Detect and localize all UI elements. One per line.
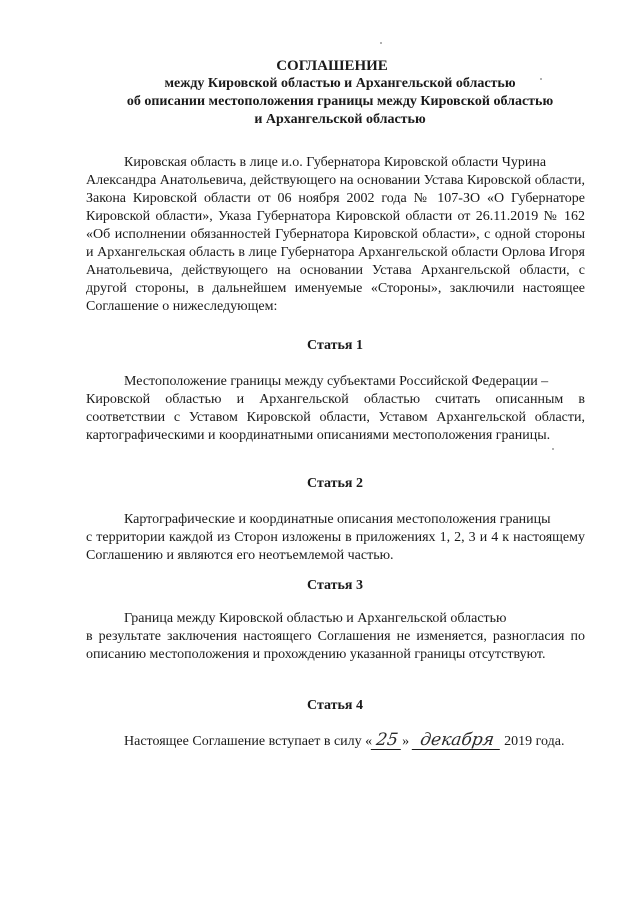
handwritten-day: 25 (371, 732, 404, 750)
paragraph-first-line: Картографические и координатные описания местоположения границы (124, 512, 551, 527)
paragraph-first-line: Граница между Кировской областью и Архангельской областью (124, 611, 507, 626)
article-3-paragraph (86, 610, 585, 664)
effective-date-suffix: 2019 года. (504, 734, 565, 749)
scan-speck (552, 448, 554, 450)
subtitle-line: между Кировской областью и Архангельской областью (164, 76, 516, 91)
paragraph-body: с территории каждой из Сторон изложены в приложениях 1, 2, 3 и 4 к настоящему Соглашению и являются его неотъемлемой частью. (86, 530, 585, 563)
article-3-heading: Статья 3 (307, 578, 363, 593)
paragraph-body: в результате заключения настоящего Соглашения не изменяется, разногласия по описанию местоположения и прохождению указанной границы отсутствуют. (86, 629, 585, 662)
paragraph-first-line: Кировская область в лице и.о. Губернатора Кировской области Чурина (124, 155, 547, 170)
scan-speck (540, 78, 542, 80)
handwritten-month: декабря (411, 732, 502, 750)
subtitle-line: и Архангельской областью (254, 112, 426, 127)
quote-close: » (402, 734, 410, 749)
article-1-heading: Статья 1 (307, 338, 363, 353)
preamble-paragraph (86, 154, 585, 316)
paragraph-first-line: Местоположение границы между субъектами Российской Федерации – (124, 374, 549, 389)
subtitle-line: об описании местоположения границы между Кировской областью (126, 94, 554, 109)
article-2-heading: Статья 2 (307, 476, 363, 491)
paragraph-body: Кировской областью и Архангельской областью считать описанным в соответствии с Уставом Кировской области, Уставом Архангельской области, картографическими и координатными описаниями местоположения границы. (86, 392, 585, 443)
article-2-paragraph (86, 511, 585, 565)
document-title: СОГЛАШЕНИЕ (276, 58, 388, 74)
scan-speck (380, 42, 382, 44)
effective-date-prefix: Настоящее Соглашение вступает в силу « (124, 734, 373, 749)
paragraph-body: Александра Анатольевича, действующего на основании Устава Кировской области, Закона Кировской области от 06 ноября 2002 года № 107-ЗО «О Губернаторе Кировской области», Указа Губернатора Кировской области от 26.11.2019 № 162 «Об исполнении обязанностей Губернатора Кировской области», с одной стороны и Архангельская область в лице Губернатора Архангельской области Орлова Игоря Анатольевича, действующего на основании Устава Архангельской области, с другой стороны, в дальнейшем именуемые «Стороны», заключили настоящее Соглашение о нижеследующем: (86, 173, 585, 314)
effective-date-line (124, 732, 564, 752)
article-4-heading: Статья 4 (307, 698, 363, 713)
article-1-paragraph (86, 373, 585, 445)
document-subtitle (80, 75, 600, 129)
